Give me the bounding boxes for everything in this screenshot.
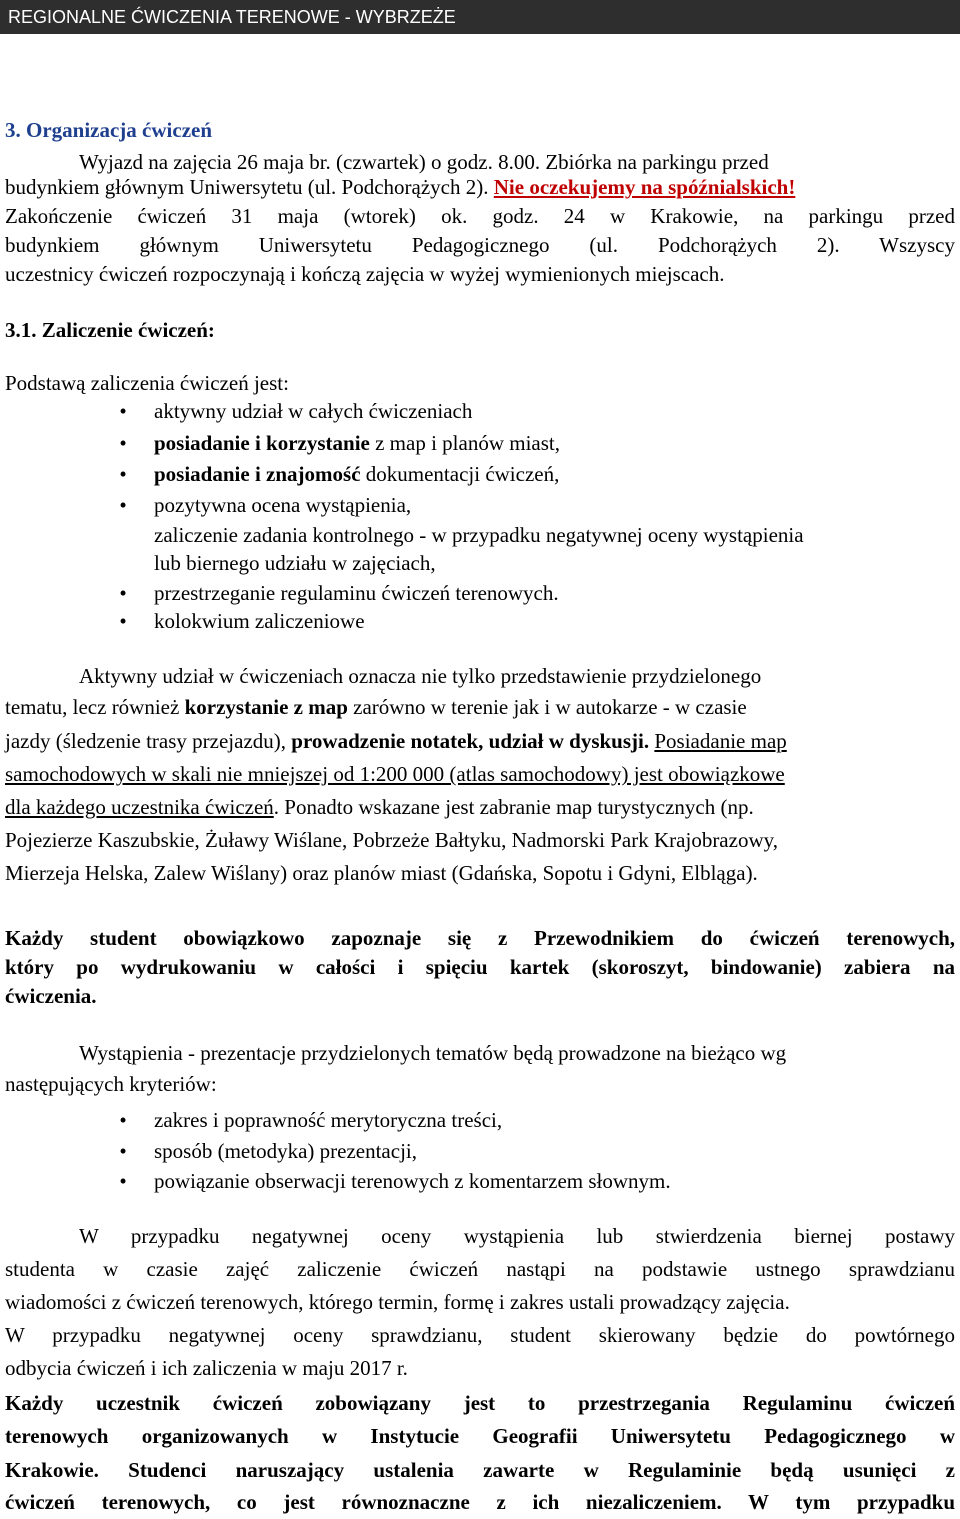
para-aktywny-line-1: Aktywny udział w ćwiczeniach oznacza nie tylko przedstawienie przydzielonego (79, 664, 762, 688)
bullet-5: • (119, 581, 127, 605)
para-aktywny-line-2: tematu, lecz również korzystanie z map zarówno w terenie jak i w autokarze - w czasie (5, 695, 747, 719)
para-regulamin-line-1: Każdy uczestnik ćwiczeń zobowiązany jest to przestrzegania Regulaminu ćwiczeń (5, 1391, 955, 1415)
para-negatywnej-line-4: W przypadku negatywnej oceny sprawdzianu, student skierowany będzie do powtórnego (5, 1323, 955, 1347)
para-aktywny-line-3: jazdy (śledzenie trasy przejazdu), prowadzenie notatek, udział w dyskusji. Posiadanie map (5, 729, 787, 753)
criterion-item: zaliczenie zadania kontrolnego - w przypadku negatywnej oceny wystąpienia (154, 523, 804, 547)
criterion-item: aktywny udział w całych ćwiczeniach (154, 399, 473, 423)
para-negatywnej-line-1: W przypadku negatywnej oceny wystąpienia lub stwierdzenia biernej postawy (79, 1224, 955, 1248)
bullet-9: • (119, 1169, 127, 1193)
section-3-line-4: budynkiem głównym Uniwersytetu Pedagogicznego (ul. Podchorążych 2). Wszyscy (5, 233, 955, 257)
bullet-4: • (119, 493, 127, 517)
criteria-list-item: sposób (metodyka) prezentacji, (154, 1139, 417, 1163)
criterion-item: przestrzeganie regulaminu ćwiczeń terenowych. (154, 581, 559, 605)
section-3-line-5: uczestnicy ćwiczeń rozpoczynają i kończą zajęcia w wyżej wymienionych miejscach. (5, 262, 725, 286)
criterion-item-cont: lub biernego udziału w zajęciach, (154, 551, 436, 575)
criterion-item: pozytywna ocena wystąpienia, (154, 493, 412, 517)
para-negatywnej-line-3: wiadomości z ćwiczeń terenowych, którego termin, formę i zakres ustali prowadzący zajęcia. (5, 1290, 790, 1314)
para-regulamin-line-2: terenowych organizowanych w Instytucie Geografii Uniwersytetu Pedagogicznego w (5, 1424, 955, 1448)
section-3-1-intro: Podstawą zaliczenia ćwiczeń jest: (5, 371, 289, 395)
para-negatywnej-line-2: studenta w czasie zajęć zaliczenie ćwiczeń nastąpi na podstawie ustnego sprawdzianu (5, 1257, 955, 1281)
para-wystapienia-line-2: następujących kryteriów: (5, 1072, 217, 1096)
maps-requirement: Posiadanie map (654, 729, 787, 753)
bullet-1: • (119, 399, 127, 423)
section-3-1-title: 3.1. Zaliczenie ćwiczeń: (5, 318, 215, 342)
para-regulamin-line-3: Krakowie. Studenci naruszający ustalenia zawarte w Regulaminie będą usunięci z (5, 1458, 955, 1482)
bullet-3: • (119, 462, 127, 486)
bullet-7: • (119, 1108, 127, 1132)
late-warning: Nie oczekujemy na spóźnialskich! (493, 175, 796, 199)
para-regulamin-line-4: ćwiczeń terenowych, co jest równoznaczne z ich niezaliczeniem. W tym przypadku (5, 1490, 955, 1514)
para-aktywny-line-5: dla każdego uczestnika ćwiczeń. Ponadto wskazane jest zabranie map turystycznych (np. (5, 795, 754, 819)
para-kazdy-line-1: Każdy student obowiązkowo zapoznaje się z Przewodnikiem do ćwiczeń terenowych, (5, 926, 955, 950)
para-aktywny-line-4: samochodowych w skali nie mniejszej od 1:200 000 (atlas samochodowy) jest obowiązkowe (5, 762, 785, 786)
section-3-line-2-text: budynkiem głównym Uniwersytetu (ul. Podchorążych 2). (5, 175, 494, 199)
bullet-8: • (119, 1139, 127, 1163)
section-3-line-1: Wyjazd na zajęcia 26 maja br. (czwartek) o godz. 8.00. Zbiórka na parkingu przed (79, 150, 769, 174)
para-aktywny-line-7: Mierzeja Helska, Zalew Wiślany) oraz planów miast (Gdańska, Sopotu i Gdyni, Elbląga). (5, 861, 758, 885)
section-3-title: 3. Organizacja ćwiczeń (5, 118, 213, 142)
criteria-list-item: zakres i poprawność merytoryczna treści, (154, 1108, 503, 1132)
para-aktywny-line-6: Pojezierze Kaszubskie, Żuławy Wiślane, Pobrzeże Bałtyku, Nadmorski Park Krajobrazowy, (5, 828, 779, 852)
criterion-item: kolokwium zaliczeniowe (154, 609, 365, 633)
section-3-line-3: Zakończenie ćwiczeń 31 maja (wtorek) ok. godz. 24 w Krakowie, na parkingu przed (5, 204, 955, 228)
criterion-item: posiadanie i znajomość dokumentacji ćwiczeń, (154, 462, 560, 486)
para-kazdy-line-3: ćwiczenia. (5, 984, 97, 1008)
bullet-6: • (119, 609, 127, 633)
criterion-item: posiadanie i korzystanie z map i planów miast, (154, 431, 560, 455)
bullet-2: • (119, 431, 127, 455)
page-header: REGIONALNE ĆWICZENIA TERENOWE - WYBRZEŻE (0, 0, 960, 34)
criteria-list-item: powiązanie obserwacji terenowych z komentarzem słownym. (154, 1169, 671, 1193)
para-kazdy-line-2: który po wydrukowaniu w całości i spięciu kartek (skoroszyt, bindowanie) zabiera na (5, 955, 955, 979)
para-wystapienia-line-1: Wystąpienia - prezentacje przydzielonych tematów będą prowadzone na bieżąco wg (79, 1041, 787, 1065)
para-negatywnej-line-5: odbycia ćwiczeń i ich zaliczenia w maju 2017 r. (5, 1356, 408, 1380)
